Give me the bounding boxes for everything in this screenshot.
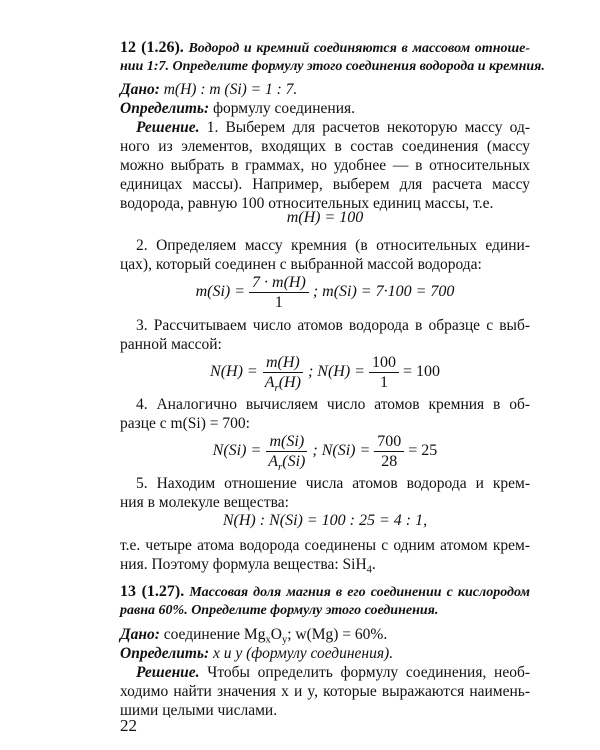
problem-12-statement-line1: Водород и кремний соединяются в массовом отноше- [188, 41, 531, 56]
problem-13-solution-line3: шими целыми числами. [120, 702, 278, 719]
problem-12-header [120, 38, 530, 58]
step3-line2: ранной массой: [120, 336, 222, 353]
step1-line1: 1. Выберем для расчетов некоторую массу од- [206, 119, 531, 136]
find-text: формулу соединения. [213, 100, 355, 117]
problem-13-find [120, 644, 530, 663]
formula-atoms-hydrogen: N(H) = $\frac{m(H)}{A_r(H)}$ ; N(H) = $\frac{100}{1}$ = 100 [210, 353, 440, 394]
problem-13-given [120, 625, 530, 644]
problem-13-solution-line2: ходимо найти значения x и y, которые выражаются наимень- [120, 683, 530, 700]
step4-line1: 4. Аналогично вычисляем число атомов кремния в об- [136, 396, 530, 413]
solution-line1 [136, 118, 530, 137]
problem-13-number: 13 (1.27). [120, 583, 185, 600]
conclusion-line2: ния. Поэтому формула вещества: SiH$_4$. [120, 556, 376, 576]
problem-12-find [120, 99, 530, 118]
step5-line1: 5. Находим отношение числа атомов водорода и крем- [136, 475, 530, 492]
problem-13-header [120, 582, 530, 602]
formula-mass-silicon: m(Si) = $\frac{7 \cdot m(H)}{1}$ ; m(Si) = 7·100 = 700 [195, 273, 455, 311]
fraction: $\frac{100}{1}$ [369, 354, 399, 391]
fraction: $\frac{m(Si)}{A_r(Si)}$ [268, 432, 306, 473]
step5-line2: ния в молекуле вещества: [120, 494, 289, 511]
step1-line4: единицах массы). Например, выберем для расчета массу [120, 176, 530, 193]
given-text: m(H) : m (Si) = 1 : 7. [163, 81, 298, 98]
fraction: $\frac{700}{28}$ [374, 433, 404, 470]
problem-13-solution-line1 [136, 663, 530, 682]
fraction: $\frac{m(H)}{A_r(H)}$ [264, 353, 301, 394]
problem-12-given [120, 80, 530, 99]
problem-12-statement-line2: нии 1:7. Определите формулу этого соединения водорода и кремния. [120, 59, 545, 74]
step1-line5: водорода, равную 100 относительных единиц массы, т.е. [120, 195, 494, 212]
step1-line3: можно выбрать в граммах, но удобнее — в относительных [120, 157, 530, 174]
formula-mass-hydrogen: m(H) = 100 [286, 209, 364, 226]
step4-line2: разце с m(Si) = 700: [120, 415, 250, 432]
solution-label: Решение. [136, 119, 200, 136]
conclusion-line1: т.е. четыре атома водорода соединены с одним атомом крем- [120, 537, 530, 554]
problem-13-statement-line1: Массовая доля магния в его соединении с кислородом [189, 585, 531, 600]
step2-line2: цах), который соединен с выбранной массой водорода: [120, 256, 482, 273]
find-label: Определить: [120, 100, 210, 117]
given-text: соединение $Mg_xO_y$; w(Mg) = 60%. [163, 626, 388, 646]
find-text: x и y (формулу соединения). [213, 645, 394, 662]
solution-text-line1: Чтобы определить формулу соединения, необ- [207, 664, 531, 681]
page-number: 22 [120, 716, 137, 735]
given-label: Дано: [120, 626, 160, 643]
problem-12-number: 12 (1.26). [120, 39, 184, 56]
fraction: $\frac{7 \cdot m(H)}{1}$ [249, 274, 309, 311]
step2-line1: 2. Определяем массу кремния (в относительных едини- [136, 237, 530, 254]
step1-line2: ного из элементов, входящих в состав соединения (массу [120, 138, 530, 155]
find-label: Определить: [120, 645, 210, 662]
solution-label: Решение. [136, 664, 200, 681]
step3-line1: 3. Рассчитываем число атомов водорода в образце с выб- [136, 317, 530, 334]
formula-atoms-silicon: N(Si) = $\frac{m(Si)}{A_r(Si)}$ ; N(Si) = $\frac{700}{28}$ = 25 [212, 432, 438, 473]
problem-13-statement-line2: равна 60%. Определите формулу этого соединения. [120, 603, 439, 618]
formula-atom-ratio: N(H) : N(Si) = 100 : 25 = 4 : 1, [222, 512, 428, 529]
given-label: Дано: [120, 81, 160, 98]
